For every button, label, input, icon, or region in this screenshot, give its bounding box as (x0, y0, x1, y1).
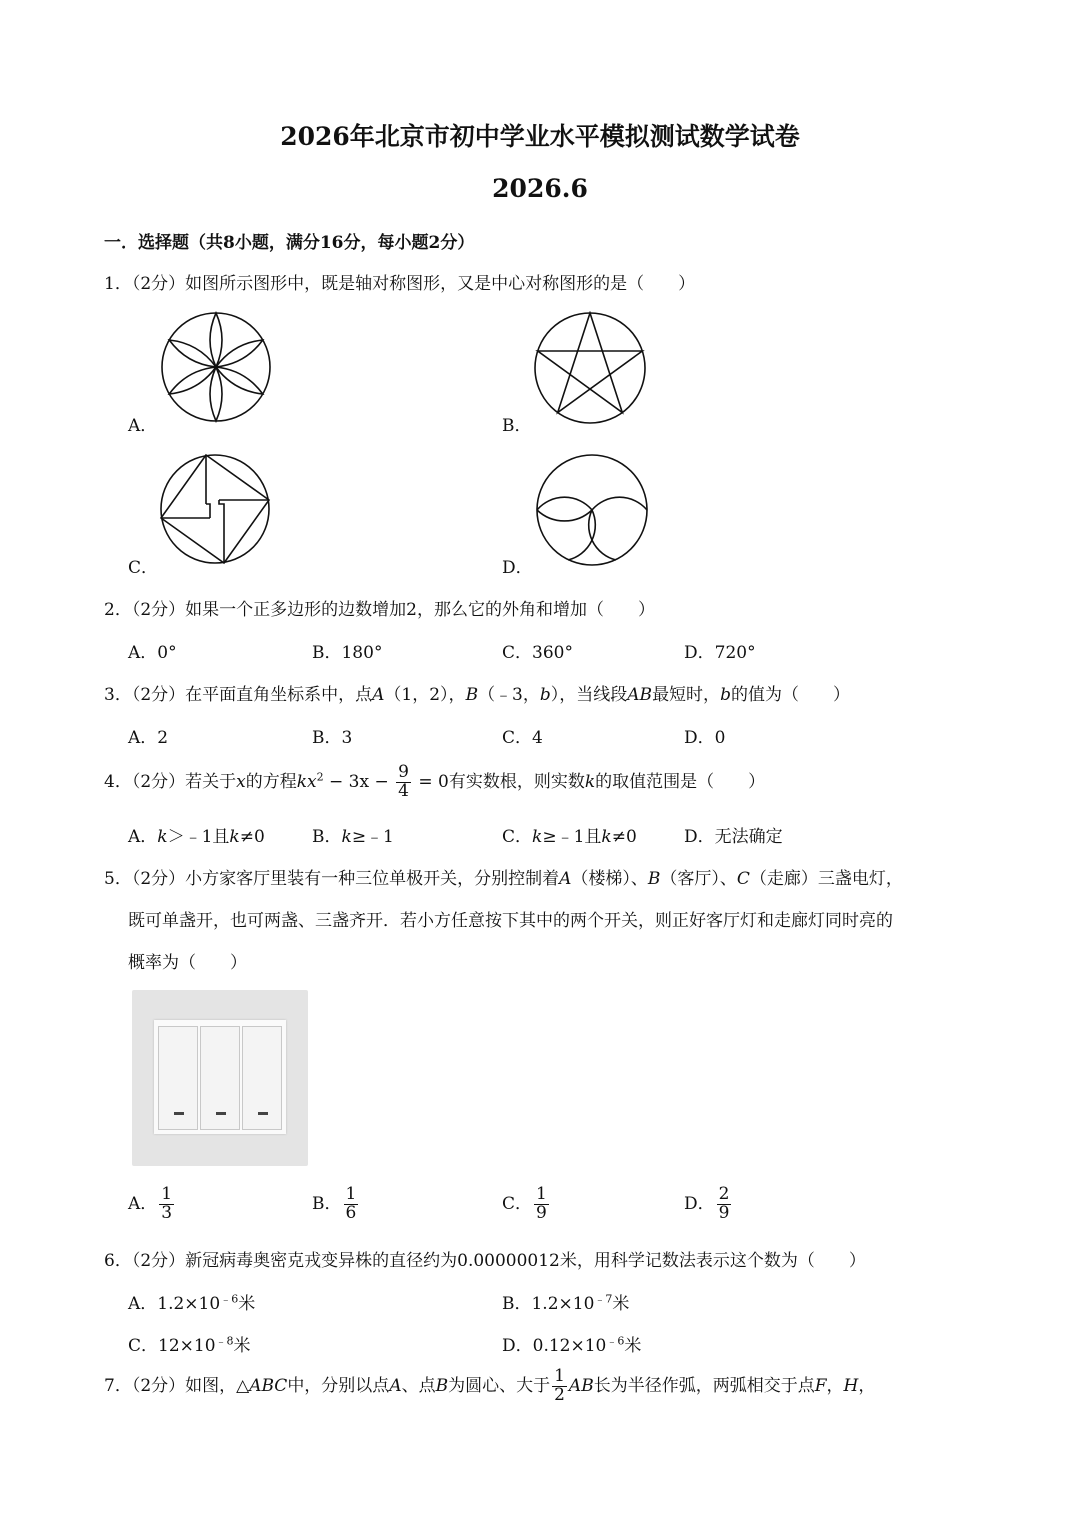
fraction-1-2: $\frac{1}{2}$ (554, 1366, 565, 1405)
switch-indicator-2 (216, 1112, 226, 1115)
question-4-option-a: A．k＞﹣1且k≠0 (128, 827, 265, 847)
question-2-option-d: D．720° (684, 643, 756, 663)
fraction-9-4: $\frac{9}{4}$ (398, 762, 409, 801)
question-5-line-1: 5．（2分）小方家客厅里装有一种三位单极开关，分别控制着A（楼梯）、B（客厅）、C（走廊）三盏电灯， (104, 869, 903, 889)
switch-key-3 (242, 1026, 282, 1130)
question-3-option-a: A．2 (128, 728, 169, 748)
question-2-option-c: C．360° (502, 643, 573, 663)
question-4-option-d: D．无法确定 (684, 827, 783, 847)
figure-1d-label: D． (502, 558, 533, 578)
figure-1c-square-pinwheel (159, 453, 271, 565)
question-6-option-b: B．$1.2\times 10^{﹣7}$米 (502, 1292, 630, 1314)
figure-1b-star-circle (533, 311, 647, 425)
switch-plate (154, 1020, 286, 1134)
switch-key-1 (158, 1026, 198, 1130)
question-5-option-d: D． $\frac{2}{9}$ (684, 1184, 730, 1223)
figure-1c-label: C． (128, 558, 159, 578)
switch-indicator-3 (258, 1112, 268, 1115)
question-5-line-3: 概率为（ ） (128, 953, 247, 973)
figure-1a-label: A． (128, 416, 158, 436)
question-6-option-c: C．$12\times 10^{﹣8}$米 (128, 1334, 251, 1356)
question-4-stem: 4．（2分）若关于x的方程$kx^2 - 3x$ − $\frac{9}{4}$ = 0有实数根，则实数k的取值范围是（ ） (104, 762, 766, 801)
question-1-stem: 1．（2分）如图所示图形中，既是轴对称图形，又是中心对称图形的是（ ） (104, 274, 696, 294)
question-7-stem: 7．（2分）如图，△ABC中，分别以点A、点B为圆心、大于 $\frac{1}{2}$ AB长为半径作弧，两弧相交于点F，H， (104, 1366, 876, 1405)
question-4-equation: $kx^2 - 3x$ − $\frac{9}{4}$ = 0 (296, 762, 449, 801)
exam-title: 2026年北京市初中学业水平模拟测试数学试卷 (280, 122, 800, 151)
question-6-option-d: D．$0.12\times 10^{﹣6}$米 (502, 1334, 642, 1356)
question-6-stem: 6．（2分）新冠病毒奥密克戎变异株的直径约为0.00000012米，用科学记数法表示这个数为（ ） (104, 1251, 866, 1271)
question-3-option-c: C．4 (502, 728, 543, 748)
switch-indicator-1 (174, 1112, 184, 1115)
question-5-option-c: C． $\frac{1}{9}$ (502, 1184, 547, 1223)
exam-date: 2026.6 (492, 174, 588, 203)
question-5-line-2: 既可单盏开，也可两盏、三盏齐开．若小方任意按下其中的两个开关，则正好客厅灯和走廊灯同时亮的 (128, 911, 893, 931)
section-heading: 一．选择题（共8小题，满分16分，每小题2分） (104, 233, 475, 253)
question-3-option-b: B．3 (312, 728, 353, 748)
figure-1d-three-arc-circle (535, 453, 649, 567)
question-2-stem: 2．（2分）如果一个正多边形的边数增加2，那么它的外角和增加（ ） (104, 600, 655, 620)
question-5-option-a: A． $\frac{1}{3}$ (128, 1184, 173, 1223)
question-4-option-c: C．k≥﹣1且k≠0 (502, 827, 637, 847)
question-3-option-d: D．0 (684, 728, 726, 748)
figure-1b-label: B． (502, 416, 532, 436)
question-3-stem: 3．（2分）在平面直角坐标系中，点A（1，2），B（﹣3，b），当线段AB最短时，b的值为（ ） (104, 685, 850, 705)
question-6-option-a: A．$1.2\times 10^{﹣6}$米 (128, 1292, 256, 1314)
figure-1a-six-petal-circle (160, 311, 272, 423)
question-2-option-b: B．180° (312, 643, 383, 663)
switch-key-2 (200, 1026, 240, 1130)
question-2-option-a: A．0° (128, 643, 177, 663)
question-5-option-b: B． $\frac{1}{6}$ (312, 1184, 357, 1223)
switch-photo (132, 990, 308, 1166)
question-4-option-b: B．k≥﹣1 (312, 827, 394, 847)
